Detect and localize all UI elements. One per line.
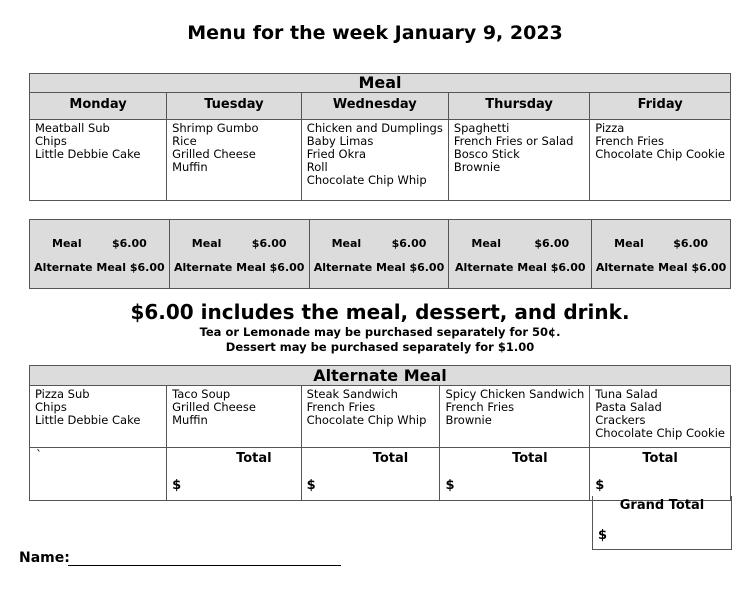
menu-item: Tuna Salad: [595, 387, 658, 401]
menu-item: Grilled Cheese: [172, 147, 256, 161]
alternate-meal-table: [29, 365, 731, 501]
drink-note: Tea or Lemonade may be purchased separately for 50¢.: [199, 325, 561, 339]
meal-price: $6.00: [534, 237, 570, 250]
menu-item: French Fries: [595, 134, 664, 148]
dollar-sign: $: [306, 478, 316, 493]
day-tuesday: Tuesday: [167, 93, 302, 120]
dollar-sign: $: [172, 478, 182, 493]
menu-item: Steak Sandwich: [306, 387, 398, 401]
menu-item: Meatball Sub: [35, 121, 110, 135]
price-cell-monday: [30, 220, 170, 289]
price-cell-thursday: [449, 220, 592, 289]
day-wednesday: Wednesday: [301, 93, 448, 120]
menu-item: Chocolate Chip Cookie: [595, 426, 725, 440]
menu-item: Brownie: [453, 160, 501, 174]
meal-thursday: [448, 120, 589, 201]
menu-item: Pasta Salad: [595, 400, 662, 414]
dollar-sign: $: [445, 478, 455, 493]
menu-item: Baby Limas: [306, 134, 374, 148]
menu-item: French Fries: [445, 400, 515, 414]
meal-friday: [590, 120, 731, 201]
meal-price: $6.00: [251, 237, 287, 250]
menu-item: Pizza: [595, 121, 625, 135]
price-table: [29, 219, 731, 289]
menu-item: Fried Okra: [306, 147, 367, 161]
menu-item: Spicy Chicken Sandwich: [445, 387, 585, 401]
menu-item: Bosco Stick: [453, 147, 520, 161]
alt-label: Alternate Meal: [595, 261, 688, 274]
meal-label: Meal: [471, 237, 501, 250]
alt-wednesday: [301, 386, 440, 448]
meal-label: Meal: [191, 237, 222, 250]
total-cell-tuesday[interactable]: [167, 448, 301, 501]
meal-table: [29, 73, 731, 201]
alt-monday: [30, 386, 167, 448]
menu-item: Chicken and Dumplings: [306, 121, 443, 135]
menu-item: Chips: [35, 400, 67, 414]
menu-item: Little Debbie Cake: [35, 413, 141, 427]
name-label: Name:: [19, 550, 70, 566]
total-cell-monday[interactable]: [30, 448, 167, 501]
menu-item: Brownie: [445, 413, 492, 427]
menu-item: Grilled Cheese: [172, 400, 256, 414]
includes-text: $6.00 includes the meal, dessert, and drink.: [130, 300, 630, 324]
alt-thursday: [440, 386, 590, 448]
menu-item: Rice: [172, 134, 197, 148]
total-label: Total: [512, 451, 548, 466]
price-cell-friday: [592, 220, 731, 289]
alt-price: $6.00: [550, 261, 586, 274]
alt-label: Alternate Meal: [313, 261, 406, 274]
total-cell-friday[interactable]: [590, 448, 731, 501]
menu-item: Taco Soup: [172, 387, 231, 401]
dollar-sign: $: [595, 478, 605, 493]
total-label: Total: [236, 451, 272, 466]
total-cell-wednesday[interactable]: [301, 448, 440, 501]
meal-price: $6.00: [673, 237, 708, 250]
alt-price: $6.00: [691, 261, 727, 274]
menu-item: Shrimp Gumbo: [172, 121, 259, 135]
meal-price: $6.00: [112, 237, 147, 250]
grand-total-box[interactable]: [592, 496, 732, 550]
alt-tuesday: [167, 386, 301, 448]
grand-total-label: Grand Total: [619, 498, 705, 513]
meal-header: Meal: [30, 74, 731, 93]
menu-item: French Fries: [306, 400, 376, 414]
menu-item: Chocolate Chip Whip: [306, 173, 427, 187]
menu-item: Muffin: [172, 413, 208, 427]
price-cell-tuesday: [169, 220, 309, 289]
alt-friday: [590, 386, 731, 448]
dollar-sign: $: [598, 528, 608, 543]
meal-monday: [30, 120, 167, 201]
menu-item: Chips: [35, 134, 67, 148]
meal-label: Meal: [331, 237, 362, 250]
total-cell-thursday[interactable]: [440, 448, 590, 501]
meal-tuesday: [167, 120, 302, 201]
menu-item: Little Debbie Cake: [35, 147, 141, 161]
stray-mark: `: [36, 448, 42, 462]
page-title: Menu for the week January 9, 2023: [187, 22, 563, 44]
menu-item: Crackers: [595, 413, 646, 427]
alt-label: Alternate Meal: [34, 261, 126, 274]
alt-label: Alternate Meal: [455, 261, 547, 274]
name-line[interactable]: [68, 565, 341, 566]
day-friday: Friday: [590, 93, 731, 120]
meal-price: $6.00: [391, 237, 427, 250]
meal-wednesday: [301, 120, 448, 201]
alternate-meal-header: Alternate Meal: [30, 366, 731, 386]
meal-label: Meal: [614, 237, 644, 250]
dessert-note: Dessert may be purchased separately for $1.00: [225, 340, 535, 354]
day-monday: Monday: [30, 93, 167, 120]
alt-price: $6.00: [269, 261, 305, 274]
menu-item: Chocolate Chip Whip: [306, 413, 427, 427]
total-label: Total: [642, 451, 678, 466]
price-cell-wednesday: [309, 220, 449, 289]
menu-item: Spaghetti: [453, 121, 510, 135]
menu-item: French Fries or Salad: [453, 134, 574, 148]
alt-price: $6.00: [409, 261, 445, 274]
menu-item: Muffin: [172, 160, 208, 174]
alt-label: Alternate Meal: [173, 261, 266, 274]
menu-item: Roll: [306, 160, 328, 174]
total-label: Total: [372, 451, 409, 466]
meal-label: Meal: [52, 237, 82, 250]
day-thursday: Thursday: [448, 93, 589, 120]
alt-price: $6.00: [129, 261, 165, 274]
menu-item: Chocolate Chip Cookie: [595, 147, 725, 161]
menu-item: Pizza Sub: [35, 387, 90, 401]
